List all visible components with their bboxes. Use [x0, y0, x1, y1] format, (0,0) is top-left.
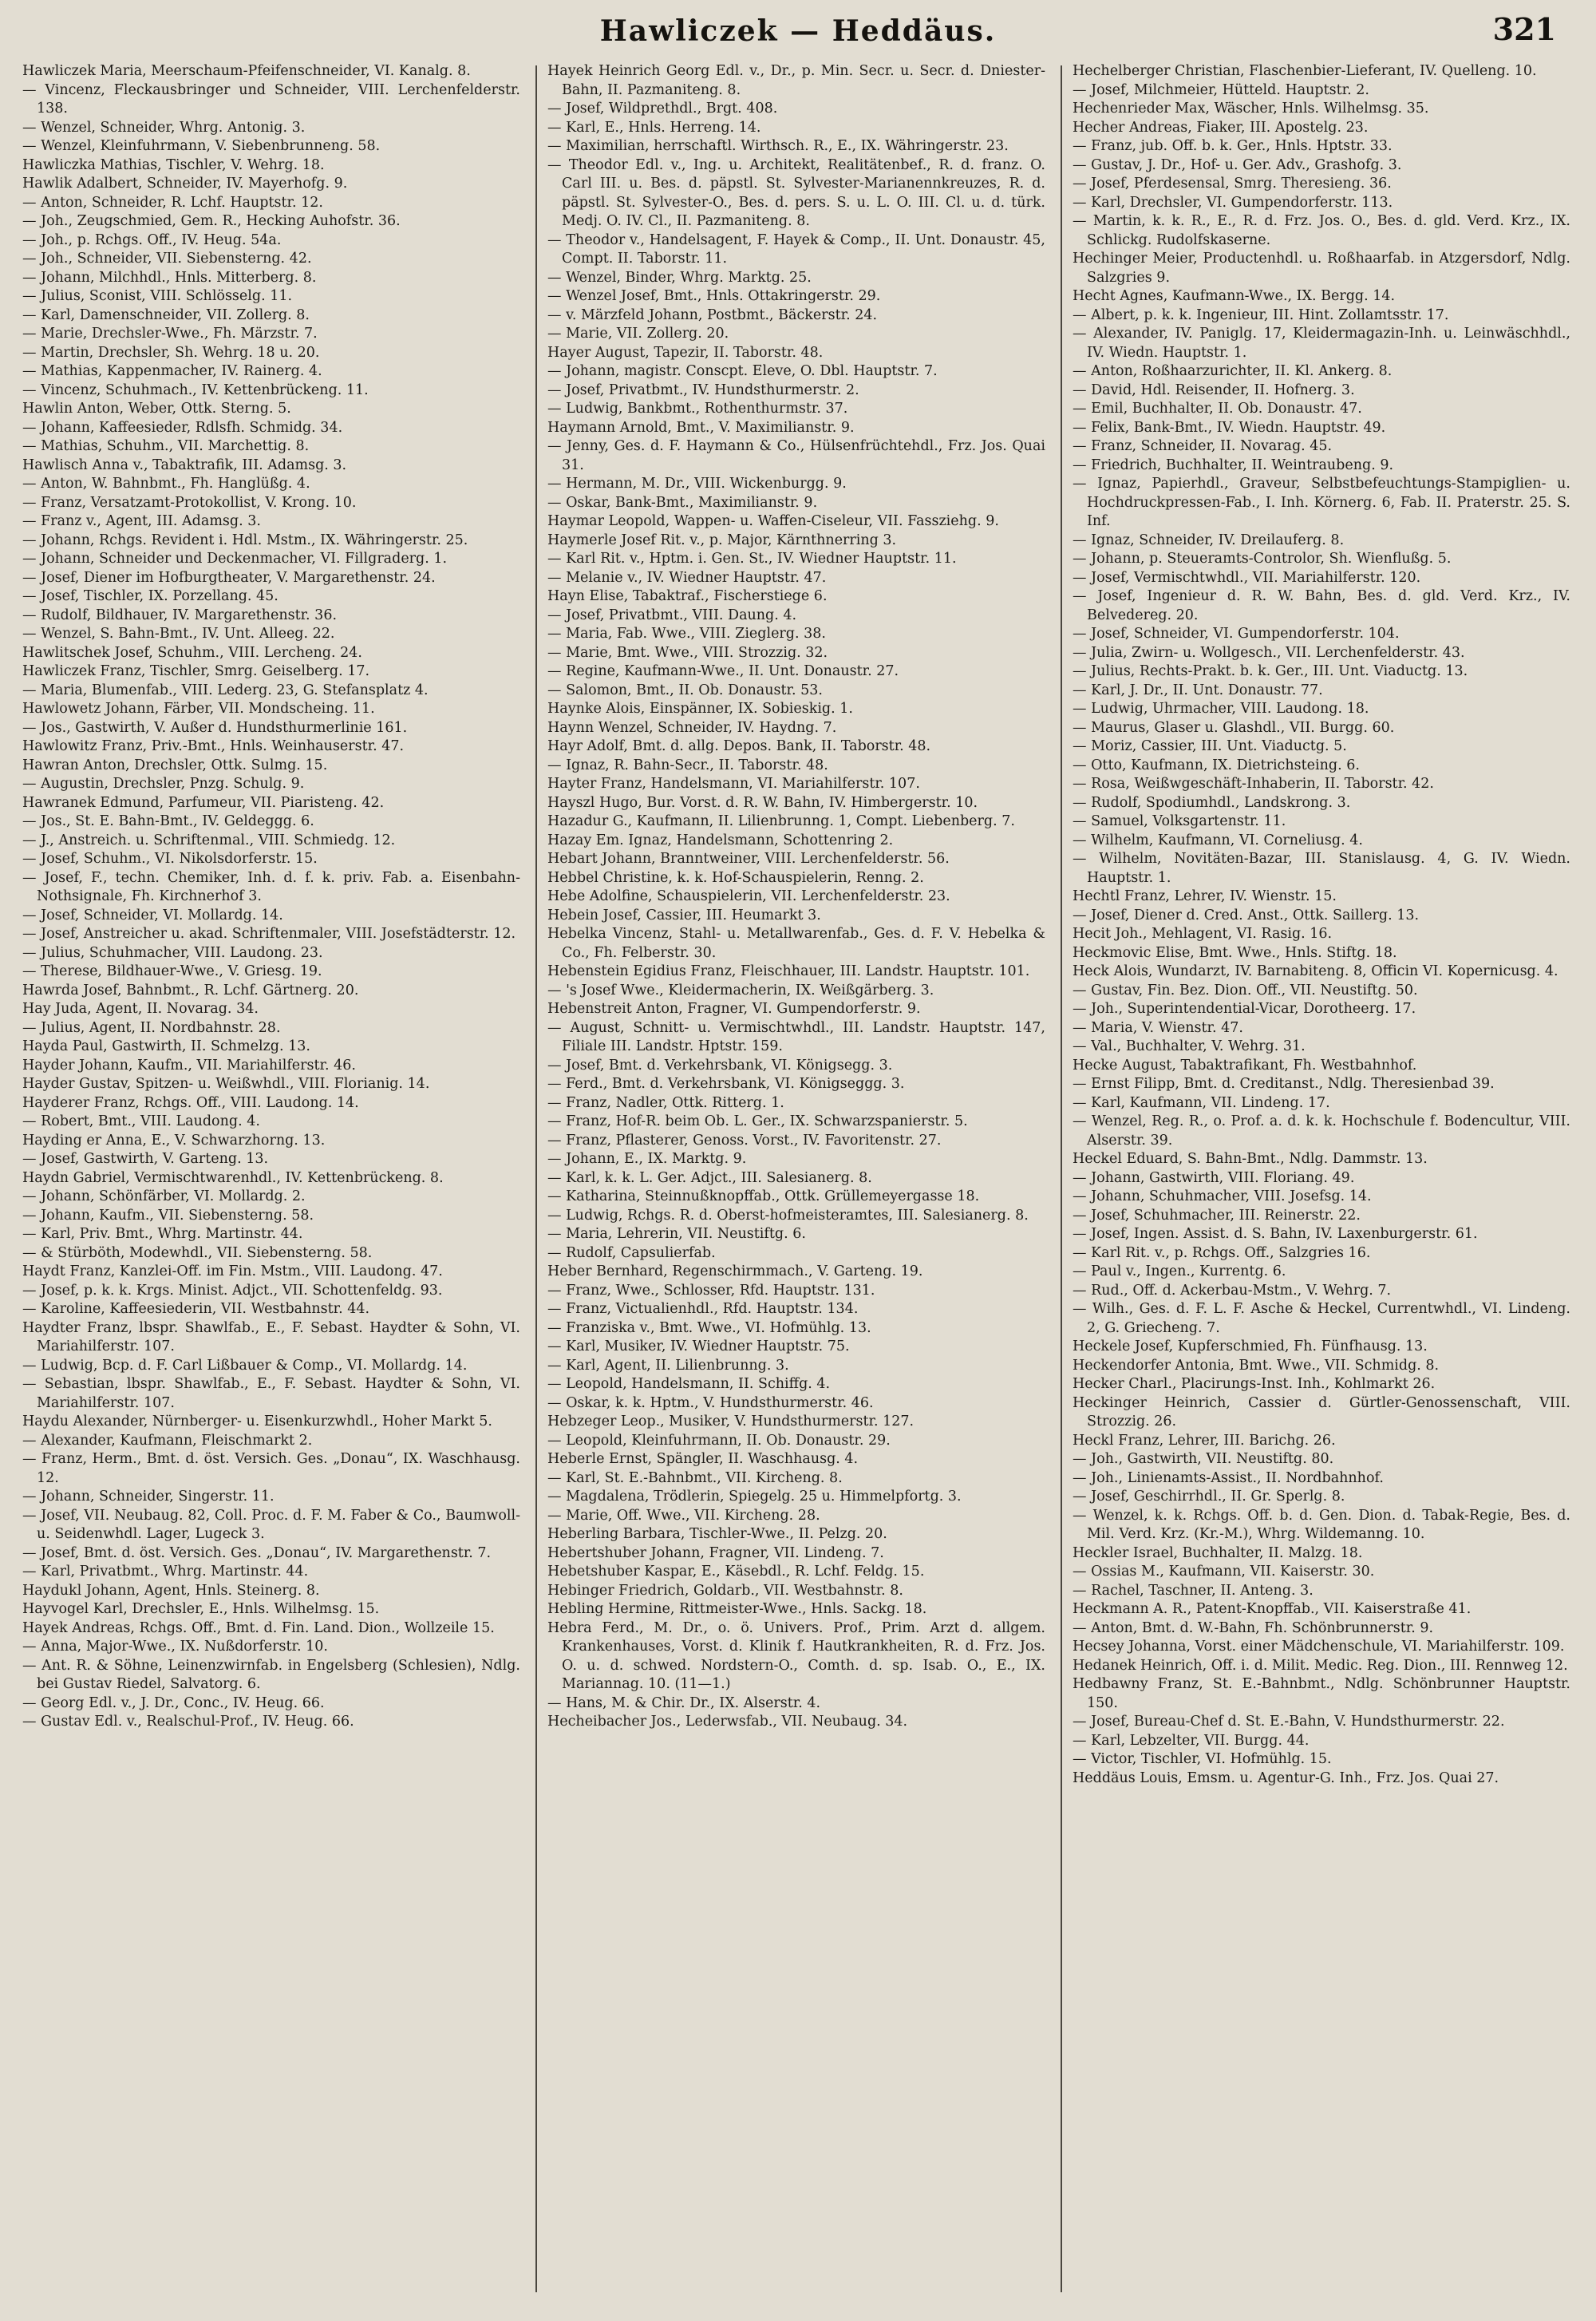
- directory-entry: Hayn Elise, Tabaktraf., Fischerstiege 6.: [547, 588, 828, 604]
- directory-entry: — Joh., Superintendential-Vicar, Dorotheerg. 17.: [1073, 1001, 1416, 1017]
- directory-entry: Hawran Anton, Drechsler, Ottk. Sulmg. 15.: [22, 757, 328, 773]
- directory-entry: Heber Bernhard, Regenschirmmach., V. Garteng. 19.: [547, 1263, 923, 1279]
- directory-entry: — Wenzel, k. k. Rchgs. Off. b. d. Gen. Dion. d. Tabak-Regie, Bes. d. Mil. Verd. Krz. (Kr.-M.), Whrg. Wildemanng. 10.: [1073, 1507, 1570, 1542]
- directory-entry: — Josef, Schuhmacher, III. Reinerstr. 22.: [1073, 1207, 1361, 1224]
- directory-entry: — Marie, Drechsler-Wwe., Fh. Märzstr. 7.: [22, 326, 318, 342]
- directory-entry: — Martin, Drechsler, Sh. Wehrg. 18 u. 20.: [22, 344, 320, 361]
- directory-entry: — Leopold, Handelsmann, II. Schiffg. 4.: [547, 1376, 831, 1392]
- directory-entry: Hedbawny Franz, St. E.-Bahnbmt., Ndlg. Schönbrunner Hauptstr. 150.: [1073, 1676, 1570, 1711]
- directory-entry: Haymann Arnold, Bmt., V. Maximilianstr. 9.: [547, 419, 855, 436]
- directory-entry: — Josef, p. k. k. Krgs. Minist. Adjct., VII. Schottenfeldg. 93.: [22, 1282, 443, 1299]
- directory-entry: Hayter Franz, Handelsmann, VI. Mariahilferstr. 107.: [547, 776, 920, 792]
- directory-entry: — Anna, Major-Wwe., IX. Nußdorferstr. 10.: [22, 1639, 328, 1655]
- directory-entry: Heddäus Louis, Emsm. u. Agentur-G. Inh., Frz. Jos. Quai 27.: [1073, 1769, 1499, 1786]
- directory-entry: — Oskar, k. k. Hptm., V. Hundsthurmerstr. 46.: [547, 1394, 874, 1411]
- directory-entry: — Ludwig, Bcp. d. F. Carl Lißbauer & Comp., VI. Mollardg. 14.: [22, 1357, 468, 1374]
- directory-entry: — Josef, Ingenieur d. R. W. Bahn, Bes. d. gld. Verd. Krz., IV. Belvedereg. 20.: [1073, 588, 1570, 623]
- directory-entry: — Oskar, Bank-Bmt., Maximilianstr. 9.: [547, 494, 818, 511]
- directory-entry: Hechenrieder Max, Wäscher, Hnls. Wilhelmsg. 35.: [1073, 101, 1429, 117]
- directory-entry: Hayderer Franz, Rchgs. Off., VIII. Laudong. 14.: [22, 1094, 359, 1111]
- directory-entry: Hayek Heinrich Georg Edl. v., Dr., p. Min. Secr. u. Secr. d. Dniester-Bahn, II. Pazmaniteng. 8.: [547, 63, 1045, 98]
- directory-entry: Haydu Alexander, Nürnberger- u. Eisenkurzwhdl., Hoher Markt 5.: [22, 1414, 492, 1429]
- directory-entry: Hecker Charl., Placirungs-Inst. Inh., Kohlmarkt 26.: [1073, 1376, 1436, 1392]
- directory-entry: — Josef, Tischler, IX. Porzellang. 45.: [22, 588, 279, 604]
- directory-entry: — Karl Rit. v., p. Rchgs. Off., Salzgries 16.: [1073, 1244, 1371, 1261]
- directory-entry: Haydter Franz, lbspr. Shawlfab., E., F. Sebast. Haydter & Sohn, VI. Mariahilferstr. 107.: [22, 1319, 520, 1354]
- directory-entry: Hechinger Meier, Productenhdl. u. Roßhaarfab. in Atzgersdorf, Ndlg. Salzgries 9.: [1073, 251, 1570, 286]
- directory-entry: — Wenzel, Binder, Whrg. Marktg. 25.: [547, 269, 812, 286]
- directory-entry: — Marie, VII. Zollerg. 20.: [547, 326, 729, 342]
- directory-entry: — Anton, Bmt. d. W.-Bahn, Fh. Schönbrunnerstr. 9.: [1073, 1619, 1434, 1636]
- directory-entry: — Johann, Schuhmacher, VIII. Josefsg. 14.: [1073, 1188, 1372, 1204]
- directory-entry: — Anton, Roßhaarzurichter, II. Kl. Ankerg. 8.: [1073, 363, 1393, 379]
- directory-entry: — Johann, Schönfärber, VI. Mollardg. 2.: [22, 1188, 306, 1204]
- directory-entry: — Joh., Zeugschmied, Gem. R., Hecking Auhofstr. 36.: [22, 213, 401, 229]
- directory-entry: — Rosa, Weißwgeschäft-Inhaberin, II. Taborstr. 42.: [1073, 776, 1434, 792]
- directory-entry: Hecheibacher Jos., Lederwsfab., VII. Neubaug. 34.: [547, 1714, 908, 1730]
- directory-entry: — Otto, Kaufmann, IX. Dietrichsteing. 6.: [1073, 757, 1360, 773]
- directory-entry: Hecht Agnes, Kaufmann-Wwe., IX. Bergg. 14.: [1073, 288, 1396, 304]
- directory-entry: — Mathias, Schuhm., VII. Marchettig. 8.: [22, 438, 310, 454]
- directory-entry: — Georg Edl. v., J. Dr., Conc., IV. Heug. 66.: [22, 1694, 325, 1711]
- directory-entry: — Emil, Buchhalter, II. Ob. Donaustr. 47.: [1073, 401, 1362, 417]
- directory-entry: Hawrda Josef, Bahnbmt., R. Lchf. Gärtnerg. 20.: [22, 982, 359, 998]
- directory-entry: Hazay Em. Ignaz, Handelsmann, Schottenring 2.: [547, 832, 894, 848]
- directory-entry: Hebenstreit Anton, Fragner, VI. Gumpendorferstr. 9.: [547, 1001, 921, 1017]
- directory-entry: — Joh., Gastwirth, VII. Neustiftg. 80.: [1073, 1451, 1334, 1467]
- directory-entry: — Leopold, Kleinfuhrmann, II. Ob. Donaustr. 29.: [547, 1432, 891, 1449]
- directory-entry: — Josef, Diener im Hofburgtheater, V. Margarethenstr. 24.: [22, 569, 436, 586]
- directory-entry: — Karl, Kaufmann, VII. Lindeng. 17.: [1073, 1094, 1330, 1111]
- directory-entry: — Johann, Gastwirth, VIII. Floriang. 49.: [1073, 1169, 1355, 1186]
- directory-entry: — Moriz, Cassier, III. Unt. Viaductg. 5.: [1073, 738, 1347, 754]
- directory-entry: Hecke August, Tabaktrafikant, Fh. Westbahnhof.: [1073, 1057, 1417, 1074]
- directory-entry: — Wenzel, Kleinfuhrmann, V. Siebenbrunneng. 58.: [22, 138, 381, 154]
- directory-entry: — Ignaz, Schneider, IV. Dreilauferg. 8.: [1073, 532, 1345, 548]
- directory-entry: — Ignaz, R. Bahn-Secr., II. Taborstr. 48.: [547, 757, 828, 773]
- directory-entry: Hecher Andreas, Fiaker, III. Apostelg. 23.: [1073, 119, 1369, 136]
- directory-entry: — Josef, Diener d. Cred. Anst., Ottk. Saillerg. 13.: [1073, 907, 1420, 923]
- directory-entry: — Josef, Ingen. Assist. d. S. Bahn, IV. Laxenburgerstr. 61.: [1073, 1226, 1478, 1242]
- directory-entry: — David, Hdl. Reisender, II. Hofnerg. 3.: [1073, 382, 1355, 398]
- directory-entry: — Wenzel Josef, Bmt., Hnls. Ottakringerstr. 29.: [547, 288, 881, 304]
- directory-entry: — Joh., Schneider, VII. Siebensterng. 42.: [22, 251, 312, 267]
- column-3: [1073, 62, 1570, 2305]
- directory-entry: — Melanie v., IV. Wiedner Hauptstr. 47.: [547, 569, 827, 586]
- directory-entry: Hayek Andreas, Rchgs. Off., Bmt. d. Fin. Land. Dion., Wollzeile 15.: [22, 1619, 495, 1636]
- directory-entry: Hawlik Adalbert, Schneider, IV. Mayerhofg. 9.: [22, 176, 348, 192]
- directory-entry: Heckendorfer Antonia, Bmt. Wwe., VII. Schmidg. 8.: [1073, 1357, 1440, 1374]
- column-1: [22, 62, 520, 2305]
- directory-entry: — Rudolf, Capsulierfab.: [547, 1244, 716, 1261]
- directory-entry: — Julius, Rechts-Prakt. b. k. Ger., III. Unt. Viaductg. 13.: [1073, 663, 1468, 679]
- page-header: [32, 11, 1564, 59]
- directory-entry: — Karl Rit. v., Hptm. i. Gen. St., IV. Wiedner Hauptstr. 11.: [547, 551, 957, 567]
- column-rule: [535, 65, 537, 2292]
- directory-entry: Heckler Israel, Buchhalter, II. Malzg. 18.: [1073, 1544, 1363, 1561]
- directory-entry: Hawlisch Anna v., Tabaktrafik, III. Adamsg. 3.: [22, 457, 347, 473]
- directory-entry: Hazadur G., Kaufmann, II. Lilienbrunng. 1, Compt. Liebenberg. 7.: [547, 813, 1015, 829]
- directory-entry: Hayszl Hugo, Bur. Vorst. d. R. W. Bahn, IV. Himbergerstr. 10.: [547, 794, 978, 811]
- directory-entry: — Ferd., Bmt. d. Verkehrsbank, VI. Königseggg. 3.: [547, 1076, 905, 1092]
- directory-entry: — Karl, Privatbmt., Whrg. Martinstr. 44.: [22, 1564, 309, 1580]
- directory-entry: Hechtl Franz, Lehrer, IV. Wienstr. 15.: [1073, 888, 1337, 904]
- directory-entry: — Franz v., Agent, III. Adamsg. 3.: [22, 513, 261, 529]
- directory-entry: Hebein Josef, Cassier, III. Heumarkt 3.: [547, 907, 821, 923]
- directory-entry: — Ant. R. & Söhne, Leinenzwirnfab. in Engelsberg (Schlesien), Ndlg. bei Gustav Riedel, Salvatorg. 6.: [22, 1657, 520, 1692]
- directory-entry: — Franz, Schneider, II. Novarag. 45.: [1073, 438, 1333, 454]
- directory-entry: Heck Alois, Wundarzt, IV. Barnabiteng. 8, Officin VI. Kopernicusg. 4.: [1073, 963, 1558, 979]
- directory-entry: — Josef, Milchmeier, Hütteld. Hauptstr. 2.: [1073, 81, 1369, 98]
- directory-entry: — Josef, Privatbmt., IV. Hundsthurmerstr. 2.: [547, 382, 859, 398]
- directory-entry: — Julius, Agent, II. Nordbahnstr. 28.: [22, 1019, 281, 1036]
- directory-entry: Hecit Joh., Mehlagent, VI. Rasig. 16.: [1073, 926, 1333, 942]
- directory-entry: — Karl, St. E.-Bahnbmt., VII. Kircheng. 8.: [547, 1469, 843, 1486]
- directory-entry: — Karl, E., Hnls. Herreng. 14.: [547, 119, 761, 136]
- directory-entry: — Julia, Zwirn- u. Wollgesch., VII. Lerchenfelderstr. 43.: [1073, 644, 1465, 661]
- directory-entry: — Maurus, Glaser u. Glashdl., VII. Burgg. 60.: [1073, 719, 1395, 736]
- directory-entry: — Johann, Schneider und Deckenmacher, VI. Fillgraderg. 1.: [22, 551, 448, 567]
- directory-entry: — Joh., p. Rchgs. Off., IV. Heug. 54a.: [22, 231, 282, 248]
- directory-entry: — Karl, Agent, II. Lilienbrunng. 3.: [547, 1357, 789, 1374]
- directory-entry: — Anton, W. Bahnbmt., Fh. Hanglüßg. 4.: [22, 476, 310, 492]
- directory-entry: — Ludwig, Rchgs. R. d. Oberst-hofmeisteramtes, III. Salesianerg. 8.: [547, 1207, 1029, 1224]
- directory-entry: — Rudolf, Spodiumhdl., Landskrong. 3.: [1073, 794, 1351, 811]
- directory-entry: — Marie, Bmt. Wwe., VIII. Strozzig. 32.: [547, 644, 828, 661]
- column-2: [547, 62, 1045, 2305]
- directory-entry: — Gustav Edl. v., Realschul-Prof., IV. Heug. 66.: [22, 1714, 354, 1730]
- directory-entry: — Ludwig, Bankbmt., Rothenthurmstr. 37.: [547, 401, 848, 417]
- directory-entry: — Wenzel, S. Bahn-Bmt., IV. Unt. Alleeg. 22.: [22, 626, 335, 642]
- directory-entry: — Josef, Vermischtwhdl., VII. Mariahilferstr. 120.: [1073, 569, 1421, 586]
- directory-entry: Hebinger Friedrich, Goldarb., VII. Westbahnstr. 8.: [547, 1582, 903, 1599]
- directory-entry: — Karoline, Kaffeesiederin, VII. Westbahnstr. 44.: [22, 1301, 370, 1317]
- directory-entry: — Franz, Pflasterer, Genoss. Vorst., IV. Favoritenstr. 27.: [547, 1132, 942, 1149]
- directory-entry: — Sebastian, lbspr. Shawlfab., E., F. Sebast. Haydter & Sohn, VI. Mariahilferstr. 107.: [22, 1376, 520, 1411]
- directory-entry: — Val., Buchhalter, V. Wehrg. 31.: [1073, 1038, 1306, 1054]
- directory-entry: Haynke Alois, Einspänner, IX. Sobieskig. 1.: [547, 701, 853, 717]
- directory-entry: Hebetshuber Kaspar, E., Käsebdl., R. Lchf. Feldg. 15.: [547, 1564, 925, 1580]
- directory-entry: Hawliczek Maria, Meerschaum-Pfeifenschneider, VI. Kanalg. 8.: [22, 63, 471, 79]
- directory-entry: — Magdalena, Trödlerin, Spiegelg. 25 u. Himmelpfortg. 3.: [547, 1489, 962, 1504]
- directory-entry: — Franz, Herm., Bmt. d. öst. Versich. Ges. „Donau“, IX. Waschhausg. 12.: [22, 1451, 520, 1486]
- directory-entry: — Franz, Nadler, Ottk. Ritterg. 1.: [547, 1094, 784, 1111]
- directory-entry: — Karl, Priv. Bmt., Whrg. Martinstr. 44.: [22, 1226, 303, 1242]
- directory-entry: — Alexander, Kaufmann, Fleischmarkt 2.: [22, 1432, 313, 1449]
- directory-entry: Hay Juda, Agent, II. Novarag. 34.: [22, 1001, 259, 1017]
- directory-entry: — Karl, Musiker, IV. Wiedner Hauptstr. 75.: [547, 1338, 850, 1354]
- directory-entry: — Josef, Bmt. d. öst. Versich. Ges. „Donau“, IV. Margarethenstr. 7.: [22, 1544, 492, 1561]
- directory-entry: — Karl, Lebzelter, VII. Burgg. 44.: [1073, 1732, 1310, 1749]
- directory-entry: — Johann, magistr. Conscpt. Eleve, O. Dbl. Hauptstr. 7.: [547, 363, 938, 379]
- directory-entry: Heckmovic Elise, Bmt. Wwe., Hnls. Stiftg. 18.: [1073, 944, 1397, 961]
- directory-entry: — Jos., Gastwirth, V. Außer d. Hundsthurmerlinie 161.: [22, 719, 408, 736]
- directory-entry: — Gustav, J. Dr., Hof- u. Ger. Adv., Grashofg. 3.: [1073, 156, 1402, 173]
- directory-entry: — Theodor Edl. v., Ing. u. Architekt, Realitätenbef., R. d. franz. O. Carl III. u. Bes. d. päpstl. St. Sylvester-Marianennkreuzes, R. d. päpstl. St. Sylvester-O., Bes. d. pers. S. u. L. O. III. Cl. u. d. türk. Medj. O. IV. Cl., II. Pazmaniteng. 8.: [547, 156, 1045, 229]
- directory-entry: — Franz, jub. Off. b. k. Ger., Hnls. Hptstr. 33.: [1073, 138, 1393, 154]
- directory-entry: — Rud., Off. d. Ackerbau-Mstm., V. Wehrg. 7.: [1073, 1282, 1392, 1299]
- directory-entry: — Jos., St. E. Bahn-Bmt., IV. Geldeggg. 6.: [22, 813, 314, 829]
- directory-entry: Hayr Adolf, Bmt. d. allg. Depos. Bank, II. Taborstr. 48.: [547, 738, 931, 754]
- directory-entry: — Josef, Privatbmt., VIII. Daung. 4.: [547, 607, 797, 623]
- directory-entry: Heckinger Heinrich, Cassier d. Gürtler-Genossenschaft, VIII. Strozzig. 26.: [1073, 1394, 1570, 1429]
- directory-entry: — Josef, Anstreicher u. akad. Schriftenmaler, VIII. Josefstädterstr. 12.: [22, 926, 516, 942]
- directory-entry: Hawranek Edmund, Parfumeur, VII. Piaristeng. 42.: [22, 794, 385, 811]
- directory-entry: — Marie, Off. Wwe., VII. Kircheng. 28.: [547, 1507, 820, 1524]
- directory-entry: Hawlowetz Johann, Färber, VII. Mondscheing. 11.: [22, 701, 375, 717]
- directory-entry: — Maximilian, herrschaftl. Wirthsch. R., E., IX. Währingerstr. 23.: [547, 138, 1009, 154]
- directory-entry: — Karl, Drechsler, VI. Gumpendorferstr. 113.: [1073, 194, 1393, 211]
- directory-entry: — Regine, Kaufmann-Wwe., II. Unt. Donaustr. 27.: [547, 663, 899, 679]
- directory-entry: Heckl Franz, Lehrer, III. Barichg. 26.: [1073, 1432, 1336, 1449]
- directory-entry: — Johann, Kaffeesieder, Rdlsfh. Schmidg. 34.: [22, 419, 343, 436]
- column-rule: [1061, 65, 1062, 2292]
- directory-entry: — Josef, VII. Neubaug. 82, Coll. Proc. d. F. M. Faber & Co., Baumwoll- u. Seidenwhdl. Lager, Lugeck 3.: [22, 1507, 520, 1542]
- directory-entry: — Wilh., Ges. d. F. L. F. Asche & Heckel, Currentwhdl., VI. Lindeng. 2, G. Griecheng. 7.: [1073, 1301, 1570, 1336]
- directory-entry: — Ossias M., Kaufmann, VII. Kaiserstr. 30.: [1073, 1564, 1375, 1580]
- directory-entry: Hayding er Anna, E., V. Schwarzhorng. 13.: [22, 1132, 326, 1149]
- directory-entry: — Franz, Wwe., Schlosser, Rfd. Hauptstr. 131.: [547, 1282, 875, 1299]
- directory-entry: Hayda Paul, Gastwirth, II. Schmelzg. 13.: [22, 1038, 310, 1054]
- directory-entry: Hayvogel Karl, Drechsler, E., Hnls. Wilhelmsg. 15.: [22, 1601, 380, 1617]
- directory-entry: — Ignaz, Papierhdl., Graveur, Selbstbefeuchtungs-Stampiglien- u. Hochdruckpressen-Fab., I. Inh. Körnerg. 6, Fab. II. Praterstr. 25. S. Inf.: [1073, 476, 1570, 529]
- directory-entry: — Josef, Schneider, VI. Gumpendorferstr. 104.: [1073, 626, 1400, 642]
- directory-entry: — Albert, p. k. k. Ingenieur, III. Hint. Zollamtsstr. 17.: [1073, 306, 1449, 323]
- directory-entry: Haydn Gabriel, Vermischtwarenhdl., IV. Kettenbrückeng. 8.: [22, 1169, 444, 1186]
- directory-entry: — Wilhelm, Novitäten-Bazar, III. Stanislausg. 4, G. IV. Wiedn. Hauptstr. 1.: [1073, 851, 1570, 886]
- directory-entry: — J., Anstreich. u. Schriftenmal., VIII. Schmiedg. 12.: [22, 832, 396, 848]
- directory-entry: — Karl, J. Dr., II. Unt. Donaustr. 77.: [1073, 682, 1323, 698]
- directory-entry: Heckel Eduard, S. Bahn-Bmt., Ndlg. Dammstr. 13.: [1073, 1151, 1428, 1167]
- directory-entry: — Salomon, Bmt., II. Ob. Donaustr. 53.: [547, 682, 823, 698]
- directory-entry: — Anton, Schneider, R. Lchf. Hauptstr. 12.: [22, 194, 323, 211]
- directory-entry: Hebbel Christine, k. k. Hof-Schauspielerin, Renng. 2.: [547, 869, 924, 886]
- directory-entry: — & Stürböth, Modewhdl., VII. Siebensterng. 58.: [22, 1244, 373, 1261]
- directory-entry: — Alexander, IV. Paniglg. 17, Kleidermagazin-Inh. u. Leinwäschhdl., IV. Wiedn. Hauptstr. 1.: [1073, 326, 1570, 361]
- directory-entry: — Hermann, M. Dr., VIII. Wickenburgg. 9.: [547, 476, 847, 492]
- directory-entry: Haydt Franz, Kanzlei-Off. im Fin. Mstm., VIII. Laudong. 47.: [22, 1263, 443, 1279]
- directory-entry: — Wilhelm, Kaufmann, VI. Corneliusg. 4.: [1073, 832, 1363, 848]
- directory-entry: — Jenny, Ges. d. F. Haymann & Co., Hülsenfrüchtehdl., Frz. Jos. Quai 31.: [547, 438, 1045, 473]
- directory-entry: Hawlitschek Josef, Schuhm., VIII. Lercheng. 24.: [22, 644, 362, 661]
- directory-entry: — Karl, k. k. L. Ger. Adjct., III. Salesianerg. 8.: [547, 1169, 872, 1186]
- directory-entry: — Johann, Schneider, Singerstr. 11.: [22, 1489, 275, 1504]
- directory-entry: — Johann, Milchhdl., Hnls. Mitterberg. 8.: [22, 269, 317, 286]
- entry-columns: [22, 62, 1574, 2305]
- directory-entry: — Franziska v., Bmt. Wwe., VI. Hofmühlg. 13.: [547, 1319, 871, 1336]
- directory-entry: — Josef, Wildprethdl., Brgt. 408.: [547, 101, 778, 117]
- directory-entry: — Maria, V. Wienstr. 47.: [1073, 1019, 1243, 1036]
- directory-entry: — Maria, Lehrerin, VII. Neustiftg. 6.: [547, 1226, 806, 1242]
- directory-entry: — Gustav, Fin. Bez. Dion. Off., VII. Neustiftg. 50.: [1073, 982, 1418, 998]
- directory-entry: — Therese, Bildhauer-Wwe., V. Griesg. 19.: [22, 963, 322, 979]
- directory-entry: Hebzeger Leop., Musiker, V. Hundsthurmerstr. 127.: [547, 1414, 915, 1429]
- directory-entry: Hedanek Heinrich, Off. i. d. Milit. Medic. Reg. Dion., III. Rennweg 12.: [1073, 1657, 1568, 1674]
- directory-entry: — Martin, k. k. R., E., R. d. Frz. Jos. O., Bes. d. gld. Verd. Krz., IX. Schlickg. Rudolfskaserne.: [1073, 213, 1570, 248]
- directory-entry: Hebra Ferd., M. Dr., o. ö. Univers. Prof., Prim. Arzt d. allgem. Krankenhauses, Vorst. d. Klinik f. Hautkrankheiten, R. d. Frz. Jos. O. u. d. schwed. Nordstern-O., Comth. d. sp. Isab. O., E., IX. Mariannag. 10. (11—1.): [547, 1619, 1045, 1692]
- directory-entry: — Victor, Tischler, VI. Hofmühlg. 15.: [1073, 1751, 1332, 1767]
- directory-entry: Heberling Barbara, Tischler-Wwe., II. Pelzg. 20.: [547, 1526, 887, 1542]
- directory-entry: — Josef, Bureau-Chef d. St. E.-Bahn, V. Hundsthurmerstr. 22.: [1073, 1714, 1505, 1730]
- directory-entry: — Mathias, Kappenmacher, IV. Rainerg. 4.: [22, 363, 322, 379]
- directory-entry: Hawliczek Franz, Tischler, Smrg. Geiselberg. 17.: [22, 663, 370, 679]
- directory-entry: Hayder Johann, Kaufm., VII. Mariahilferstr. 46.: [22, 1057, 356, 1074]
- directory-entry: Hebelka Vincenz, Stahl- u. Metallwarenfab., Ges. d. F. V. Hebelka & Co., Fh. Felberstr. 30.: [547, 926, 1045, 961]
- directory-entry: Hayer August, Tapezir, II. Taborstr. 48.: [547, 344, 824, 361]
- directory-entry: — Rachel, Taschner, II. Anteng. 3.: [1073, 1582, 1314, 1599]
- directory-entry: Heberle Ernst, Spängler, II. Waschhausg. 4.: [547, 1451, 859, 1467]
- directory-entry: Hecsey Johanna, Vorst. einer Mädchenschule, VI. Mariahilferstr. 109.: [1073, 1639, 1565, 1655]
- directory-entry: — Josef, F., techn. Chemiker, Inh. d. f. k. priv. Fab. a. Eisenbahn-Nothsignale, Fh. Kirchnerhof 3.: [22, 869, 520, 904]
- directory-entry: — Vincenz, Schuhmach., IV. Kettenbrückeng. 11.: [22, 382, 369, 398]
- directory-entry: — Ernst Filipp, Bmt. d. Creditanst., Ndlg. Theresienbad 39.: [1073, 1076, 1495, 1092]
- directory-entry: — Karl, Damenschneider, VII. Zollerg. 8.: [22, 306, 310, 323]
- directory-entry: Haynn Wenzel, Schneider, IV. Haydng. 7.: [547, 719, 837, 736]
- directory-entry: — Ludwig, Uhrmacher, VIII. Laudong. 18.: [1073, 701, 1369, 717]
- directory-entry: Haymerle Josef Rit. v., p. Major, Kärnthnerring 3.: [547, 532, 897, 548]
- directory-entry: — Johann, E., IX. Marktg. 9.: [547, 1151, 747, 1167]
- directory-entry: Hebenstein Egidius Franz, Fleischhauer, III. Landstr. Hauptstr. 101.: [547, 963, 1030, 979]
- directory-entry: Hebart Johann, Branntweiner, VIII. Lerchenfelderstr. 56.: [547, 851, 950, 867]
- directory-entry: — 's Josef Wwe., Kleidermacherin, IX. Weißgärberg. 3.: [547, 982, 934, 998]
- directory-entry: Heckmann A. R., Patent-Knopffab., VII. Kaiserstraße 41.: [1073, 1601, 1472, 1617]
- directory-entry: — Josef, Bmt. d. Verkehrsbank, VI. Königsegg. 3.: [547, 1057, 893, 1074]
- directory-entry: — Josef, Schneider, VI. Mollardg. 14.: [22, 907, 283, 923]
- directory-entry: — Hans, M. & Chir. Dr., IX. Alserstr. 4.: [547, 1694, 821, 1711]
- directory-entry: — Paul v., Ingen., Kurrentg. 6.: [1073, 1263, 1286, 1279]
- directory-entry: — Theodor v., Handelsagent, F. Hayek & Comp., II. Unt. Donaustr. 45, Compt. II. Taborstr. 11.: [547, 231, 1045, 267]
- directory-entry: — Josef, Geschirrhdl., II. Gr. Sperlg. 8.: [1073, 1489, 1345, 1504]
- directory-entry: — Franz, Versatzamt-Protokollist, V. Krong. 10.: [22, 494, 357, 511]
- directory-entry: — Robert, Bmt., VIII. Laudong. 4.: [22, 1113, 260, 1129]
- directory-entry: Hayder Gustav, Spitzen- u. Weißwhdl., VIII. Florianig. 14.: [22, 1076, 430, 1092]
- directory-entry: Hebe Adolfine, Schauspielerin, VII. Lerchenfelderstr. 23.: [547, 888, 950, 904]
- directory-entry: — Felix, Bank-Bmt., IV. Wiedn. Hauptstr. 49.: [1073, 419, 1386, 436]
- directory-entry: — Joh., Linienamts-Assist., II. Nordbahnhof.: [1073, 1469, 1384, 1486]
- directory-entry: — Maria, Fab. Wwe., VIII. Zieglerg. 38.: [547, 626, 826, 642]
- directory-entry: — Josef, Schuhm., VI. Nikolsdorferstr. 15.: [22, 851, 318, 867]
- directory-entry: — Wenzel, Schneider, Whrg. Antonig. 3.: [22, 119, 306, 136]
- directory-entry: Haydukl Johann, Agent, Hnls. Steinerg. 8.: [22, 1582, 320, 1599]
- directory-entry: — Augustin, Drechsler, Pnzg. Schulg. 9.: [22, 776, 305, 792]
- directory-entry: Hawlowitz Franz, Priv.-Bmt., Hnls. Weinhauserstr. 47.: [22, 738, 405, 754]
- directory-entry: — v. Märzfeld Johann, Postbmt., Bäckerstr. 24.: [547, 306, 878, 323]
- directory-entry: — Julius, Sconist, VIII. Schlösselg. 11.: [22, 288, 293, 304]
- directory-entry: — Rudolf, Bildhauer, IV. Margarethenstr. 36.: [22, 607, 338, 623]
- directory-entry: — Franz, Hof-R. beim Ob. L. Ger., IX. Schwarzspanierstr. 5.: [547, 1113, 968, 1129]
- directory-entry: Hebertshuber Johann, Fragner, VII. Lindeng. 7.: [547, 1544, 884, 1561]
- directory-entry: Hawliczka Mathias, Tischler, V. Wehrg. 18.: [22, 156, 325, 173]
- directory-entry: Hawlin Anton, Weber, Ottk. Sterng. 5.: [22, 401, 291, 417]
- directory-entry: Hechelberger Christian, Flaschenbier-Lieferant, IV. Quelleng. 10.: [1073, 63, 1537, 79]
- page-number: 321: [1492, 11, 1556, 47]
- directory-entry: — August, Schnitt- u. Vermischtwhdl., III. Landstr. Hauptstr. 147, Filiale III. Landstr. Hptstr. 159.: [547, 1019, 1045, 1054]
- directory-entry: — Katharina, Steinnußknopffab., Ottk. Grüllemeyergasse 18.: [547, 1188, 980, 1204]
- directory-entry: — Samuel, Volksgartenstr. 11.: [1073, 813, 1286, 829]
- directory-entry: Heckele Josef, Kupferschmied, Fh. Fünfhausg. 13.: [1073, 1338, 1428, 1354]
- directory-entry: — Maria, Blumenfab., VIII. Lederg. 23, G. Stefansplatz 4.: [22, 682, 429, 698]
- directory-entry: — Johann, p. Steueramts-Controlor, Sh. Wienflußg. 5.: [1073, 551, 1452, 567]
- directory-entry: — Vincenz, Fleckausbringer und Schneider, VIII. Lerchenfelderstr. 138.: [22, 81, 520, 117]
- directory-entry: — Josef, Gastwirth, V. Garteng. 13.: [22, 1151, 269, 1167]
- directory-entry: Hebling Hermine, Rittmeister-Wwe., Hnls. Sackg. 18.: [547, 1601, 927, 1617]
- directory-entry: — Franz, Victualienhdl., Rfd. Hauptstr. 134.: [547, 1301, 859, 1317]
- directory-entry: — Julius, Schuhmacher, VIII. Laudong. 23.: [22, 944, 323, 961]
- directory-entry: — Friedrich, Buchhalter, II. Weintraubeng. 9.: [1073, 457, 1394, 473]
- directory-entry: Haymar Leopold, Wappen- u. Waffen-Ciseleur, VII. Fassziehg. 9.: [547, 513, 999, 529]
- directory-entry: — Josef, Pferdesensal, Smrg. Theresieng. 36.: [1073, 176, 1392, 192]
- running-head: Hawliczek — Heddäus.: [599, 14, 997, 48]
- directory-entry: — Johann, Kaufm., VII. Siebensterng. 58.: [22, 1207, 314, 1224]
- directory-entry: — Wenzel, Reg. R., o. Prof. a. d. k. k. Hochschule f. Bodencultur, VIII. Alserstr. 39.: [1073, 1113, 1570, 1149]
- directory-entry: — Johann, Rchgs. Revident i. Hdl. Mstm., IX. Währingerstr. 25.: [22, 532, 468, 548]
